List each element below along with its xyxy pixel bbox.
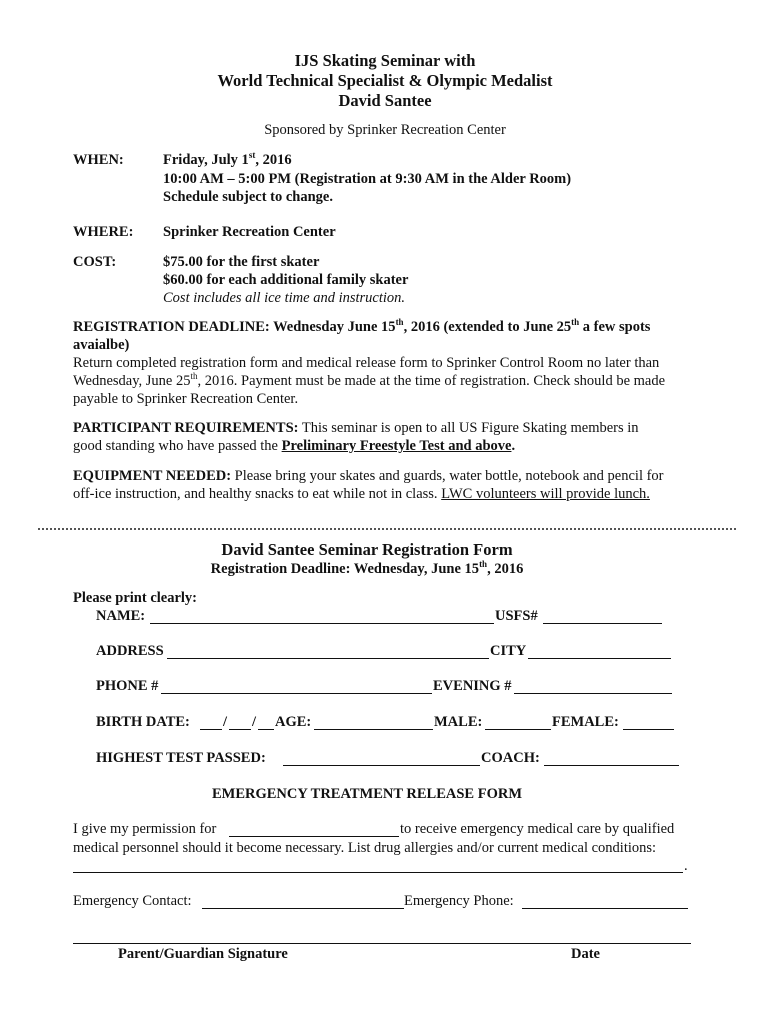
birth-month-field[interactable] [200, 729, 222, 730]
evening-label: EVENING # [433, 678, 512, 694]
highest-test-field[interactable] [283, 765, 480, 766]
return-instructions-line2: Wednesday, June 25th, 2016. Payment must be made at the time of registration. Check should be made [73, 371, 666, 389]
cost-note: Cost includes all ice time and instruction. [163, 290, 406, 306]
date-label: Date [571, 946, 600, 962]
phone-field[interactable] [161, 693, 432, 694]
cost-first-skater: $75.00 for the first skater [163, 254, 320, 270]
address-field[interactable] [167, 658, 489, 659]
evening-phone-field[interactable] [514, 693, 672, 694]
permission-label-b: to receive emergency medical care by qualified [400, 821, 675, 837]
preliminary-test-text: Preliminary Freestyle Test and above [281, 438, 512, 454]
seminar-subtitle: World Technical Specialist & Olympic Medalist [217, 71, 553, 90]
permission-label-a: I give my permission for [73, 821, 217, 837]
age-label: AGE: [275, 714, 312, 730]
participant-requirements-cont: good standing who have passed the Preliminary Freestyle Test and above. [73, 438, 516, 454]
where-label: WHERE: [73, 224, 134, 240]
name-field[interactable] [150, 623, 494, 624]
cost-additional-skater: $60.00 for each additional family skater [163, 272, 409, 288]
city-field[interactable] [528, 658, 671, 659]
sponsor-line: Sponsored by Sprinker Recreation Center [264, 122, 506, 138]
birth-slash-1: / [223, 714, 228, 730]
lunch-note: LWC volunteers will provide lunch. [441, 486, 650, 502]
emergency-phone-label: Emergency Phone: [404, 893, 514, 909]
registration-deadline-cont: avaialbe) [73, 337, 130, 353]
where-value: Sprinker Recreation Center [163, 224, 336, 240]
coach-label: COACH: [481, 750, 540, 766]
birth-day-field[interactable] [229, 729, 251, 730]
participant-requirements: PARTICIPANT REQUIREMENTS: This seminar is open to all US Figure Skating members in [73, 420, 639, 436]
return-instructions-line1: Return completed registration form and medical release form to Sprinker Control Room no later than [73, 355, 660, 371]
city-label: CITY [490, 643, 527, 659]
usfs-label: USFS# [495, 608, 538, 624]
female-label: FEMALE: [552, 714, 619, 730]
form-title: David Santee Seminar Registration Form [221, 540, 513, 559]
birth-year-field[interactable] [258, 729, 274, 730]
emergency-phone-field[interactable] [522, 908, 688, 909]
seminar-title: IJS Skating Seminar with [294, 51, 476, 70]
signature-label: Parent/Guardian Signature [118, 946, 288, 962]
equipment-needed: EQUIPMENT NEEDED: Please bring your skates and guards, water bottle, notebook and pencil for [73, 468, 664, 484]
registration-deadline: REGISTRATION DEADLINE: Wednesday June 15th, 2016 (extended to June 25th a few spots [73, 317, 651, 335]
usfs-field[interactable] [543, 623, 662, 624]
address-label: ADDRESS [96, 643, 164, 659]
female-field[interactable] [623, 729, 674, 730]
form-deadline: Registration Deadline: Wednesday, June 15th, 2016 [210, 559, 524, 577]
cut-line-divider [38, 528, 736, 530]
equipment-needed-cont: off-ice instruction, and healthy snacks to eat while not in class. LWC volunteers will provide lunch. [73, 486, 650, 502]
print-clearly-label: Please print clearly: [73, 590, 198, 606]
when-date: Friday, July 1st, 2016 [163, 150, 292, 168]
instructor-name: David Santee [338, 91, 432, 110]
release-title: EMERGENCY TREATMENT RELEASE FORM [211, 786, 523, 802]
medical-conditions-label: medical personnel should it become necessary. List drug allergies and/or current medical conditions: [73, 840, 657, 856]
male-field[interactable] [485, 729, 551, 730]
coach-field[interactable] [544, 765, 679, 766]
emergency-contact-label: Emergency Contact: [73, 893, 192, 909]
medical-conditions-field[interactable] [73, 872, 683, 873]
signature-line[interactable] [73, 943, 691, 944]
male-label: MALE: [434, 714, 483, 730]
highest-test-label: HIGHEST TEST PASSED: [96, 750, 266, 766]
medical-conditions-period: . [684, 858, 688, 874]
return-instructions-line3: payable to Sprinker Recreation Center. [73, 391, 299, 407]
phone-label: PHONE # [96, 678, 159, 694]
birth-slash-2: / [252, 714, 257, 730]
permission-name-field[interactable] [229, 836, 399, 837]
when-time: 10:00 AM – 5:00 PM (Registration at 9:30 AM in the Alder Room) [163, 171, 572, 187]
cost-label: COST: [73, 254, 117, 270]
emergency-contact-field[interactable] [202, 908, 404, 909]
age-field[interactable] [314, 729, 433, 730]
when-note: Schedule subject to change. [163, 189, 333, 205]
birth-date-label: BIRTH DATE: [96, 714, 190, 730]
name-label: NAME: [96, 608, 146, 624]
when-label: WHEN: [73, 152, 124, 168]
